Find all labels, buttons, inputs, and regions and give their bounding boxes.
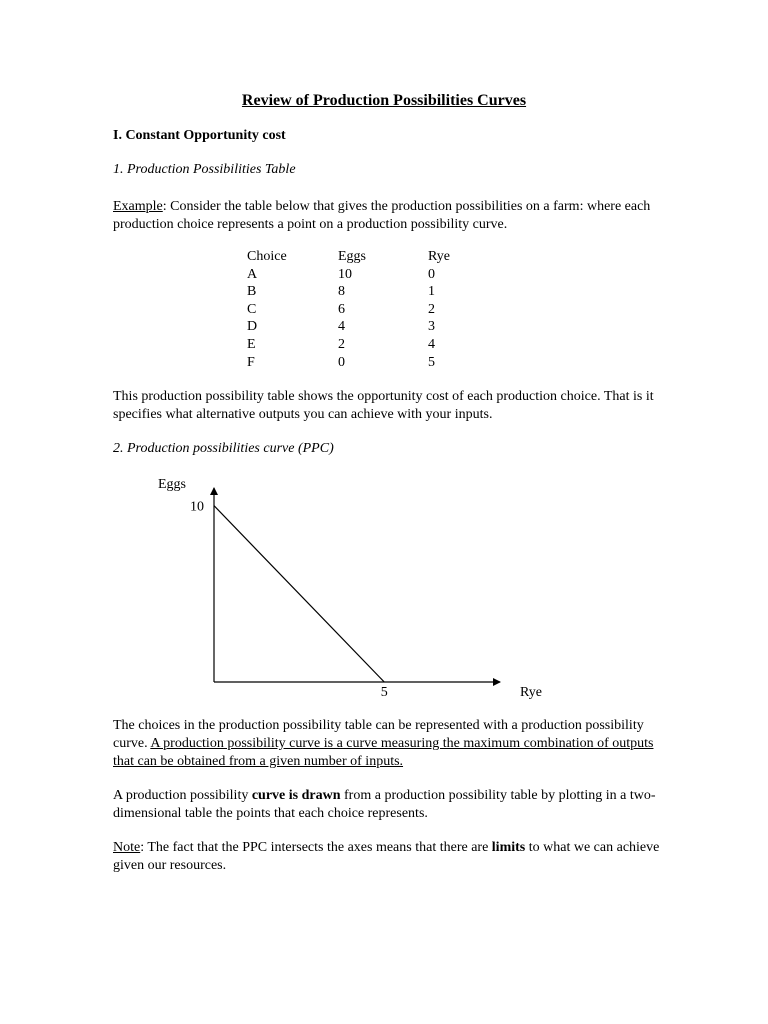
- column-header-eggs: Eggs: [338, 249, 366, 264]
- example-label: Example: [113, 199, 163, 214]
- column-header-rye: Rye: [428, 249, 450, 264]
- table-cell: C: [247, 301, 257, 317]
- column-header-choice: Choice: [247, 249, 287, 264]
- subsection-heading-ppc: 2. Production possibilities curve (PPC): [113, 441, 334, 456]
- section-heading: I. Constant Opportunity cost: [113, 128, 286, 143]
- table-cell: B: [247, 284, 257, 300]
- table-cell: E: [247, 336, 256, 352]
- table-cell: 6: [338, 301, 345, 317]
- page-title: Review of Production Possibilities Curves: [241, 92, 527, 109]
- ppc-drawing-paragraph: [113, 787, 673, 823]
- table-cell: 8: [338, 284, 345, 300]
- table-cell: 4: [428, 336, 435, 352]
- table-cell: 0: [338, 354, 345, 370]
- note-text-bold: limits: [491, 840, 526, 855]
- y-axis-label: Eggs: [158, 477, 186, 492]
- x-axis-label: Rye: [520, 685, 542, 700]
- table-cell: 10: [338, 266, 352, 282]
- ppc-definition-paragraph: [113, 717, 673, 771]
- table-cell: 2: [428, 301, 435, 317]
- note-paragraph: [113, 839, 673, 875]
- note-text-b: to what we can achieve given our resources.: [113, 840, 660, 873]
- table-explanation-paragraph: This production possibility table shows the opportunity cost of each production choice. That is it specifies what alternative outputs you can achieve with your inputs.: [113, 389, 654, 422]
- drawing-text-bold: curve is drawn: [251, 788, 341, 803]
- table-cell: 2: [338, 336, 345, 352]
- drawing-text-b: from a production possibility table by plotting in a two-dimensional table the points that each choice represents.: [113, 788, 656, 821]
- table-cell: D: [247, 319, 258, 335]
- table-cell: F: [247, 354, 255, 370]
- note-label: Note: [113, 840, 141, 855]
- table-cell: 4: [338, 319, 345, 335]
- table-cell: 5: [428, 354, 435, 370]
- ppc-curve-line: [214, 506, 384, 682]
- example-text: : Consider the table below that gives the production possibilities on a farm: where each production choice represents a point on a production possibility curve.: [113, 199, 651, 232]
- table-cell: A: [247, 266, 258, 282]
- table-cell: 3: [428, 319, 435, 335]
- ppc-paragraph-lead: The choices in the production possibility table can be represented with a production possibility curve.: [113, 718, 644, 751]
- table-cell: 1: [428, 284, 435, 300]
- note-text-a: : The fact that the PPC intersects the axes means that there are: [140, 840, 492, 855]
- y-tick-label-10: 10: [190, 499, 204, 515]
- drawing-text-a: A production possibility: [113, 788, 252, 803]
- table-cell: 0: [428, 266, 435, 282]
- ppc-definition: A production possibility curve is a curve measuring the maximum combination of outputs that can be obtained from a given number of inputs.: [113, 736, 654, 769]
- subsection-heading-table: 1. Production Possibilities Table: [113, 162, 296, 177]
- x-tick-label-5: 5: [380, 685, 388, 700]
